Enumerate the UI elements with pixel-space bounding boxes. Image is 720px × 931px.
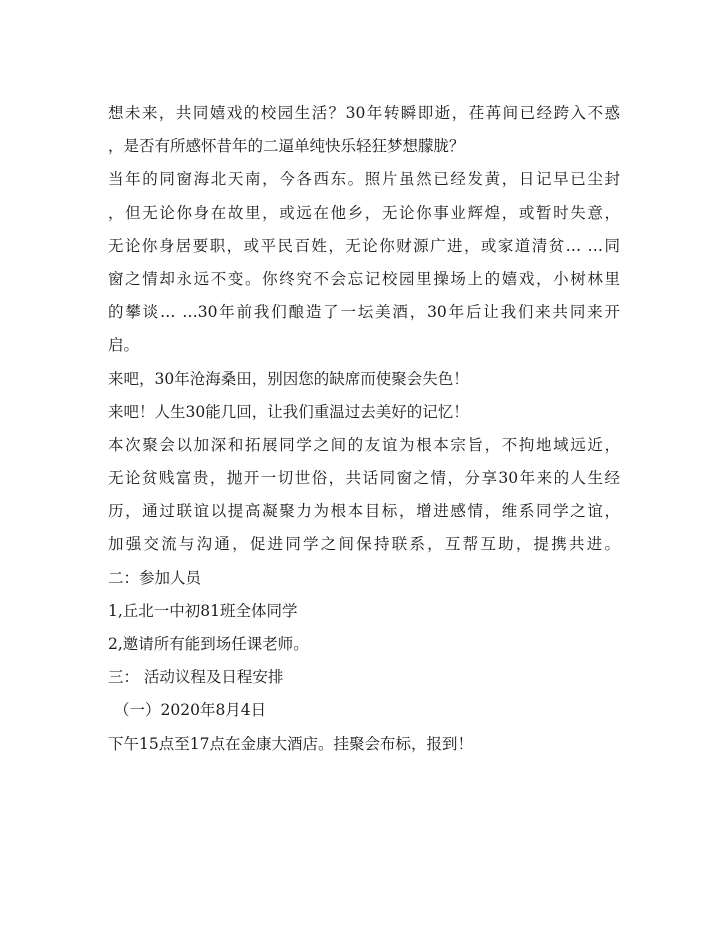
paragraph-line: ，是否有所感怀昔年的二逼单纯快乐轻狂梦想朦胧？ [108, 137, 465, 156]
list-item: 1,丘北一中初81班全体同学 [108, 601, 298, 620]
schedule-line: 下午15点至17点在金康大酒店。挂聚会布标，报到！ [108, 734, 473, 753]
paragraph-line: 启。 [108, 336, 140, 355]
document-page [108, 97, 620, 761]
paragraph-line: 加强交流与沟通，促进同学之间保持联系，互帮互助，提携共进。 [108, 535, 620, 554]
paragraph-line: 无论贫贱富贵，抛开一切世俗，共话同窗之情，分享30年来的人生经 [108, 469, 620, 488]
paragraph-line: 想未来，共同嬉戏的校园生活？30年转瞬即逝，荏苒间已经跨入不惑 [108, 104, 620, 122]
paragraph-line: 来吧！人生30能几回，让我们重温过去美好的记忆！ [108, 402, 469, 421]
paragraph-line: ，但无论你身在故里，或远在他乡，无论你事业辉煌，或暂时失意， [108, 203, 620, 222]
section-heading-agenda: 三： 活动议程及日程安排 [108, 668, 284, 687]
paragraph-line: 本次聚会以加深和拓展同学之间的友谊为根本宗旨，不拘地域远近， [108, 435, 620, 454]
section-heading-participants: 二：参加人员 [108, 568, 202, 587]
date-subheading: （一）2020年8月4日 [114, 701, 267, 720]
list-item: 2,邀请所有能到场任课老师。 [108, 635, 309, 653]
paragraph-line: 历，通过联谊以提高凝聚力为根本目标，增进感情，维系同学之谊， [108, 502, 620, 521]
paragraph-line: 无论你身居要职，或平民百姓，无论你财源广进，或家道清贫… …同 [108, 236, 620, 255]
paragraph-line: 当年的同窗海北天南，今各西东。照片虽然已经发黄，日记早已尘封 [108, 170, 620, 189]
paragraph-line: 窗之情却永远不变。你终究不会忘记校园里操场上的嬉戏，小树林里 [108, 269, 620, 288]
paragraph-line: 来吧，30年沧海桑田，别因您的缺席而使聚会失色！ [108, 369, 469, 388]
paragraph-line: 的攀谈… …30年前我们酿造了一坛美酒，30年后让我们来共同来开 [108, 303, 620, 322]
